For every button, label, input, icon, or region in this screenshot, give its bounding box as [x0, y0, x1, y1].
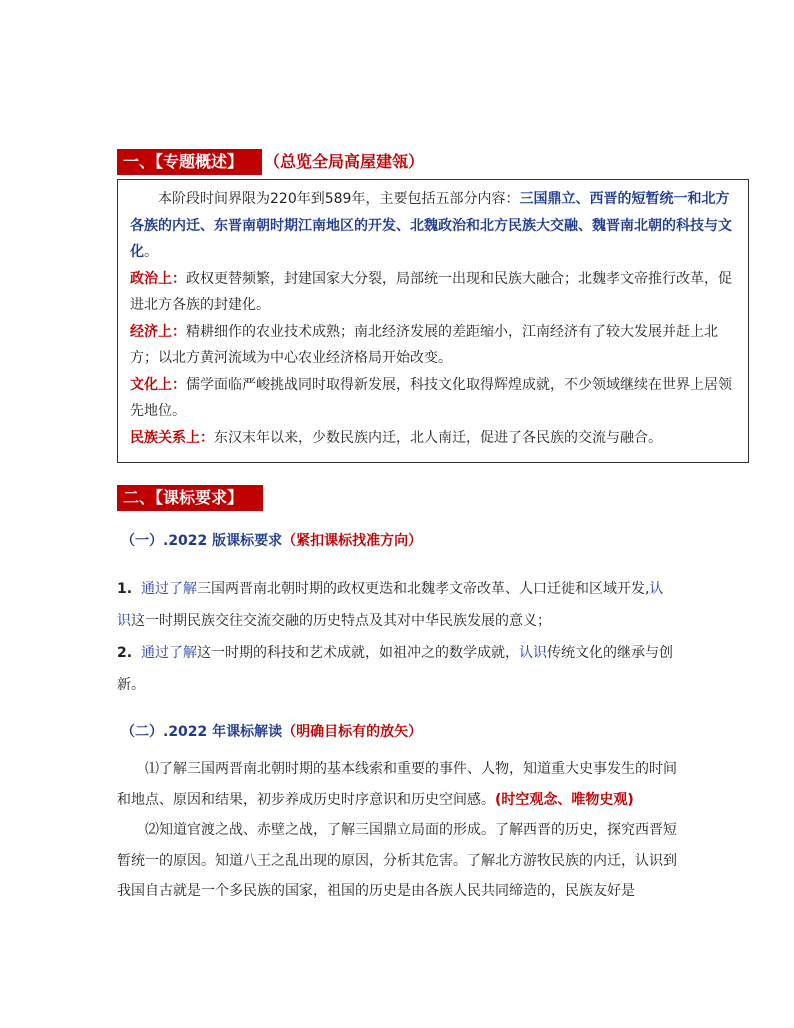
interpretation-text [117, 754, 687, 907]
item-key: 认识 [117, 581, 664, 629]
item-tail: 这一时期民族交往交流交融的历史特点及其对中华民族发展的意义； [131, 613, 551, 629]
item-mid: 三国两晋南北朝时期的政权更迭和北魏孝文帝改革、人口迁徙和区域开发, [196, 581, 650, 597]
item-text: 东汉末年以来，少数民族内迁，北人南迁，促进了各民族的交流与融合。 [214, 429, 662, 446]
interpretation-paragraph [117, 754, 687, 815]
item-key: 认识 [518, 645, 547, 661]
section2-title: 二、【课标要求】 [123, 488, 244, 507]
item-label: 文化上： [130, 376, 186, 393]
section1-title-bar [117, 149, 262, 175]
overview-item-economy [130, 319, 736, 372]
part2-label: （二）.2022 年课标解读 [121, 724, 283, 740]
overview-intro [130, 186, 736, 266]
intro-suffix: 。 [144, 244, 158, 260]
item-number: 2. [117, 645, 133, 661]
item-label: 民族关系上： [130, 429, 214, 446]
part1-heading [121, 530, 422, 550]
item-tail: 传统文化的继承与创新。 [117, 645, 673, 693]
overview-box [117, 179, 749, 463]
part2-note: （明确目标有的放矢） [282, 724, 423, 740]
part1-label: （一）.2022 版课标要求 [121, 533, 283, 549]
part2-heading [121, 721, 422, 741]
item-lead: 通过了解 [140, 581, 197, 597]
requirements-list [117, 573, 677, 701]
paragraph-text: ⑵知道官渡之战、赤壁之战，了解三国鼎立局面的形成。了解西晋的历史，探究西晋短暂统一的原因。知道八王之乱出现的原因，分析其危害。了解北方游牧民族的内迁，认识到我国自古就是一个多民族的国家，祖国的历史是由各族人民共同缔造的，民族友好是 [117, 822, 677, 899]
item-text: 政权更替频繁，封建国家大分裂，局部统一出现和民族大融合；北魏孝文帝推行改革，促进北方各族的封建化。 [130, 270, 732, 313]
overview-item-culture [130, 372, 736, 425]
requirement-item [117, 573, 677, 637]
interpretation-paragraph [117, 815, 687, 907]
item-number: 1. [117, 581, 133, 597]
item-text: 精耕细作的农业技术成熟；南北经济发展的差距缩小，江南经济有了较大发展并赶上北方；以北方黄河流域为中心农业经济格局开始改变。 [130, 323, 718, 366]
core-literacy-tag: (时空观念、唯物史观) [495, 791, 634, 808]
overview-item-ethnic [130, 425, 736, 452]
section2-title-bar [117, 485, 263, 511]
intro-highlight: 三国鼎立、西晋的短暂统一和北方各族的内迁、东晋南朝时期江南地区的开发、北魏政治和北方民族大交融、魏晋南北朝的科技与文化 [130, 191, 732, 260]
section1-subtitle: （总览全局高屋建瓴） [264, 152, 425, 171]
part1-note: （紧扣课标找准方向） [282, 533, 423, 549]
overview-item-politics [130, 266, 736, 319]
item-text: 儒学面临严峻挑战同时取得新发展，科技文化取得辉煌成就，不少领域继续在世界上居领先地位。 [130, 376, 732, 419]
item-label: 政治上： [130, 270, 186, 287]
section1-title: 一、【专题概述】 [123, 152, 244, 171]
item-mid: 这一时期的科技和艺术成就，如祖冲之的数学成就， [196, 645, 519, 661]
item-label: 经济上： [130, 323, 186, 340]
requirement-item [117, 637, 677, 701]
paragraph-text: ⑴了解三国两晋南北朝时期的基本线索和重要的事件、人物，知道重大史事发生的时间和地点、原因和结果，初步养成历史时序意识和历史空间感。 [117, 761, 677, 808]
intro-prefix: 本阶段时间界限为220年到589年，主要包括五部分内容： [158, 191, 520, 207]
item-lead: 通过了解 [140, 645, 197, 661]
